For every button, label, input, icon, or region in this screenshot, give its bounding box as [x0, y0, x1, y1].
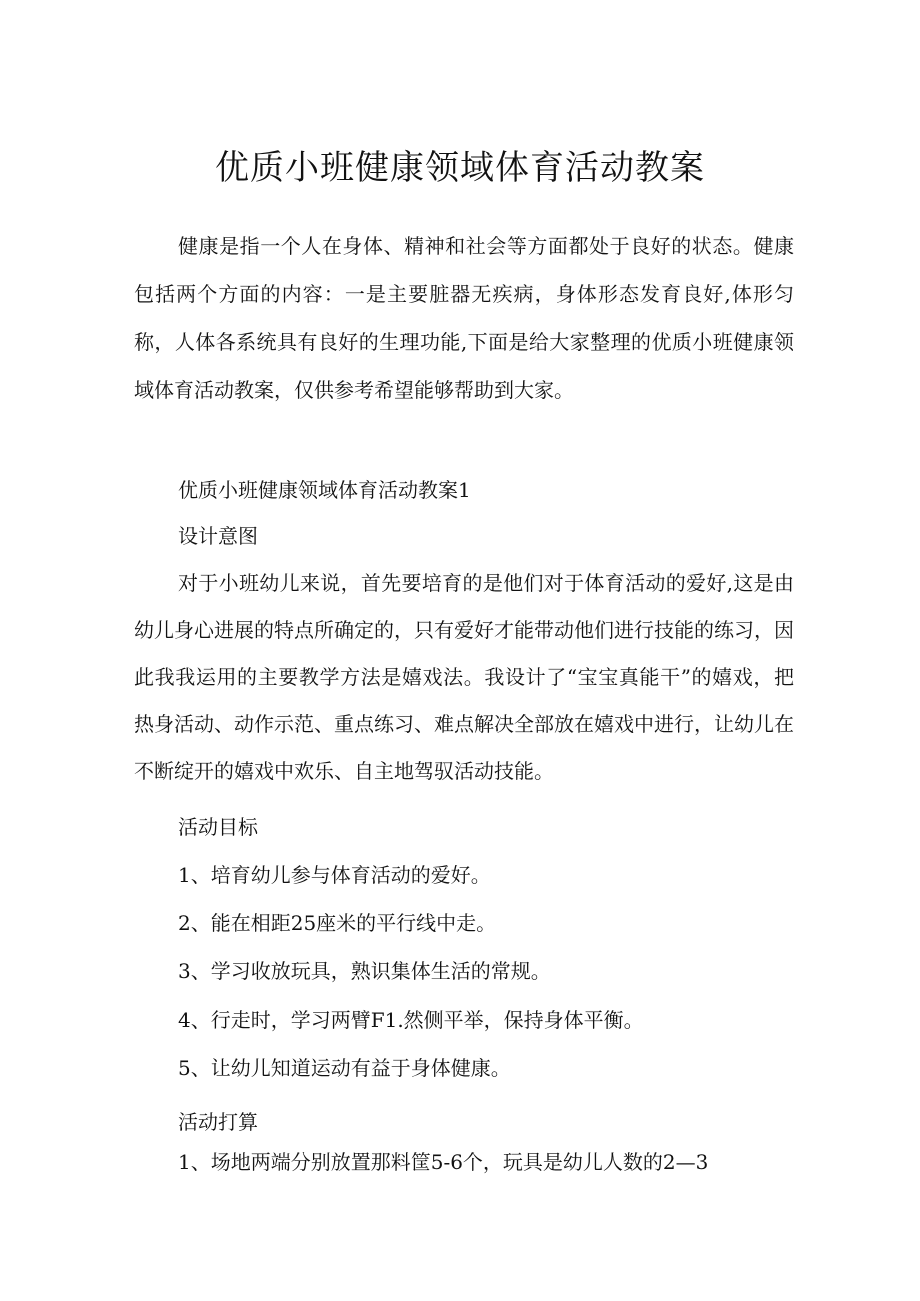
goal-item-5: 5、让幼儿知道运动有益于身体健康。: [178, 1056, 511, 1080]
goals-heading: 活动目标: [178, 815, 258, 839]
document-title: 优质小班健康领域体育活动教案: [215, 148, 705, 188]
design-heading: 设计意图: [178, 524, 258, 548]
goal-item-3: 3、学习收放玩具，熟识集体生活的常规。: [178, 959, 551, 983]
design-paragraph: 对于小班幼儿来说，首先要培育的是他们对于体育活动的爱好,这是由幼儿身心进展的特点所确定的，只有爱好才能带动他们进行技能的练习，因此我我运用的主要教学方法是嬉戏法。我设计了“宝宝真能干”的嬉戏，把热身活动、动作示范、重点练习、难点解决全部放在嬉戏中进行，让幼儿在不断绽开的嬉戏中欢乐、自主地驾驭活动技能。: [134, 571, 794, 783]
goal-item-2: 2、能在相距25座米的平行线中走。: [178, 911, 497, 935]
intro-paragraph: 健康是指一个人在身体、精神和社会等方面都处于良好的状态。健康包括两个方面的内容：一是主要脏器无疾病，身体形态发育良好,体形匀称，人体各系统具有良好的生理功能,下面是给大家整理的优质小班健康领域体育活动教案，仅供参考希望能够帮助到大家。: [134, 234, 794, 402]
section-heading: 优质小班健康领域体育活动教案1: [178, 478, 471, 502]
prep-item-1: 1、场地两端分别放置那料筐5-6个，玩具是幼儿人数的2—3: [178, 1150, 709, 1174]
prep-heading: 活动打算: [178, 1110, 258, 1134]
goal-item-4: 4、行走时，学习两臂F1.然侧平举，保持身体平衡。: [178, 1008, 644, 1032]
goal-item-1: 1、培育幼儿参与体育活动的爱好。: [178, 863, 491, 887]
